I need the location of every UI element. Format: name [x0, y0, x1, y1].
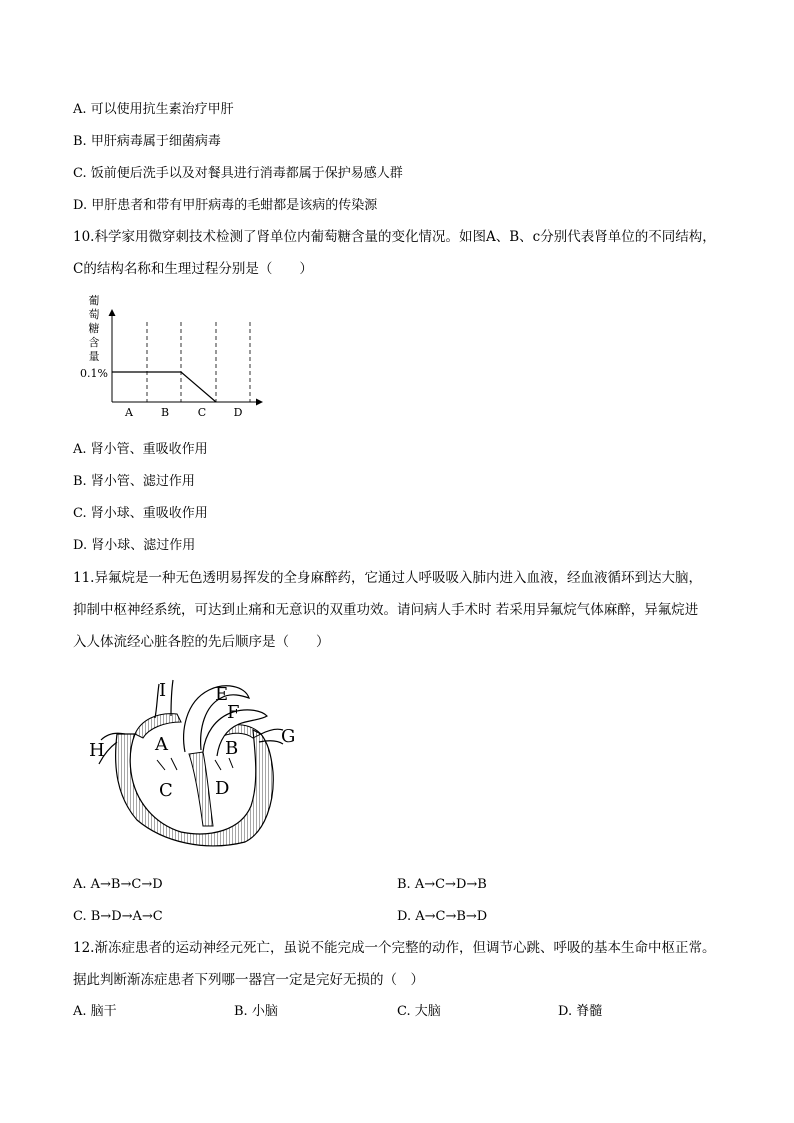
q10-stem-line1: 10.科学家用微穿刺技术检测了肾单位内葡萄糖含量的变化情况。如图A、B、c分别代表肾单位的不同结构，	[73, 229, 716, 245]
heart-label-e: E	[215, 684, 229, 705]
q11-stem-line1: 11.异氟烷是一种无色透明易挥发的全身麻醉药，它通过人呼吸吸入肺内进入血液，经血液循环到达大脑，	[73, 570, 702, 586]
q11-option-a: A. A→B→C→D	[73, 877, 163, 892]
q11-stem-line2: 抑制中枢神经系统，可达到止痛和无意识的双重功效。请问病人手术时 若采用异氟烷气体麻醉，异氟烷进	[73, 602, 699, 618]
chart-y-tick-label: 0.1%	[80, 367, 108, 380]
heart-label-c: C	[159, 780, 173, 801]
q9-option-a: A. 可以使用抗生素治疗甲肝	[73, 102, 234, 117]
tricuspid-valve	[157, 758, 177, 770]
q11-option-c: C. B→D→A→C	[73, 909, 163, 924]
q10-option-b: B. 肾小管、滤过作用	[73, 474, 195, 489]
q12-stem-line2: 据此判断渐冻症患者下列哪一器宫一定是完好无损的（ ）	[73, 972, 424, 988]
q10-stem-line2: C的结构名称和生理过程分别是（ ）	[73, 261, 313, 277]
q12-option-a: A. 脑干	[73, 1004, 117, 1019]
chart-ylabel-char-3: 糖	[88, 322, 100, 335]
q12-option-b: B. 小脑	[234, 1004, 278, 1019]
heart-septum	[189, 752, 213, 826]
chart-x-label-b: B	[160, 406, 170, 419]
heart-label-h: H	[89, 740, 105, 761]
q10-option-c: C. 肾小球、重吸收作用	[73, 506, 208, 521]
q11-stem-line3: 入人体流经心脏各腔的先后顺序是（ ）	[73, 634, 330, 650]
chart-ylabel-char-2: 萄	[88, 308, 100, 321]
q10-option-a: A. 肾小管、重吸收作用	[73, 442, 208, 457]
heart-label-i: I	[159, 680, 167, 701]
q11-option-b: B. A→C→D→B	[397, 877, 487, 892]
glucose-chart-svg	[72, 292, 272, 422]
heart-label-g: G	[281, 726, 296, 747]
chart-series-line	[112, 372, 216, 402]
chart-x-label-a: A	[125, 406, 133, 419]
q9-option-d: D. 甲肝患者和带有甲肝病毒的毛蚶都是该病的传染源	[73, 198, 378, 213]
chart-ylabel-char-5: 量	[88, 350, 100, 363]
q9-option-c: C. 饭前便后洗手以及对餐具进行消毒都属于保护易感人群	[73, 166, 403, 181]
heart-label-f: F	[227, 702, 240, 723]
heart-label-d: D	[215, 778, 230, 799]
q10-option-d: D. 肾小球、滤过作用	[73, 538, 196, 553]
q11-option-d: D. A→C→B→D	[397, 909, 488, 924]
heart-label-a: A	[155, 734, 168, 755]
q12-stem-line1: 12.渐冻症患者的运动神经元死亡，虽说不能完成一个完整的动作，但调节心跳、呼吸的基本生命中枢正常。	[73, 940, 716, 956]
chart-x-label-d: D	[233, 406, 243, 419]
q9-option-b: B. 甲肝病毒属于细菌病毒	[73, 134, 221, 149]
heart-label-b: B	[225, 738, 239, 759]
heart-diagram-svg	[85, 672, 305, 857]
chart-x-label-c: C	[197, 406, 207, 419]
heart-diagram	[85, 672, 305, 857]
mitral-valve	[215, 758, 233, 770]
chart-ylabel-char-4: 含	[88, 336, 100, 349]
glucose-chart	[72, 292, 272, 422]
q12-option-d: D. 脊髓	[558, 1004, 603, 1019]
chart-ylabel-char-1: 葡	[88, 294, 100, 307]
q12-option-c: C. 大脑	[397, 1004, 441, 1019]
